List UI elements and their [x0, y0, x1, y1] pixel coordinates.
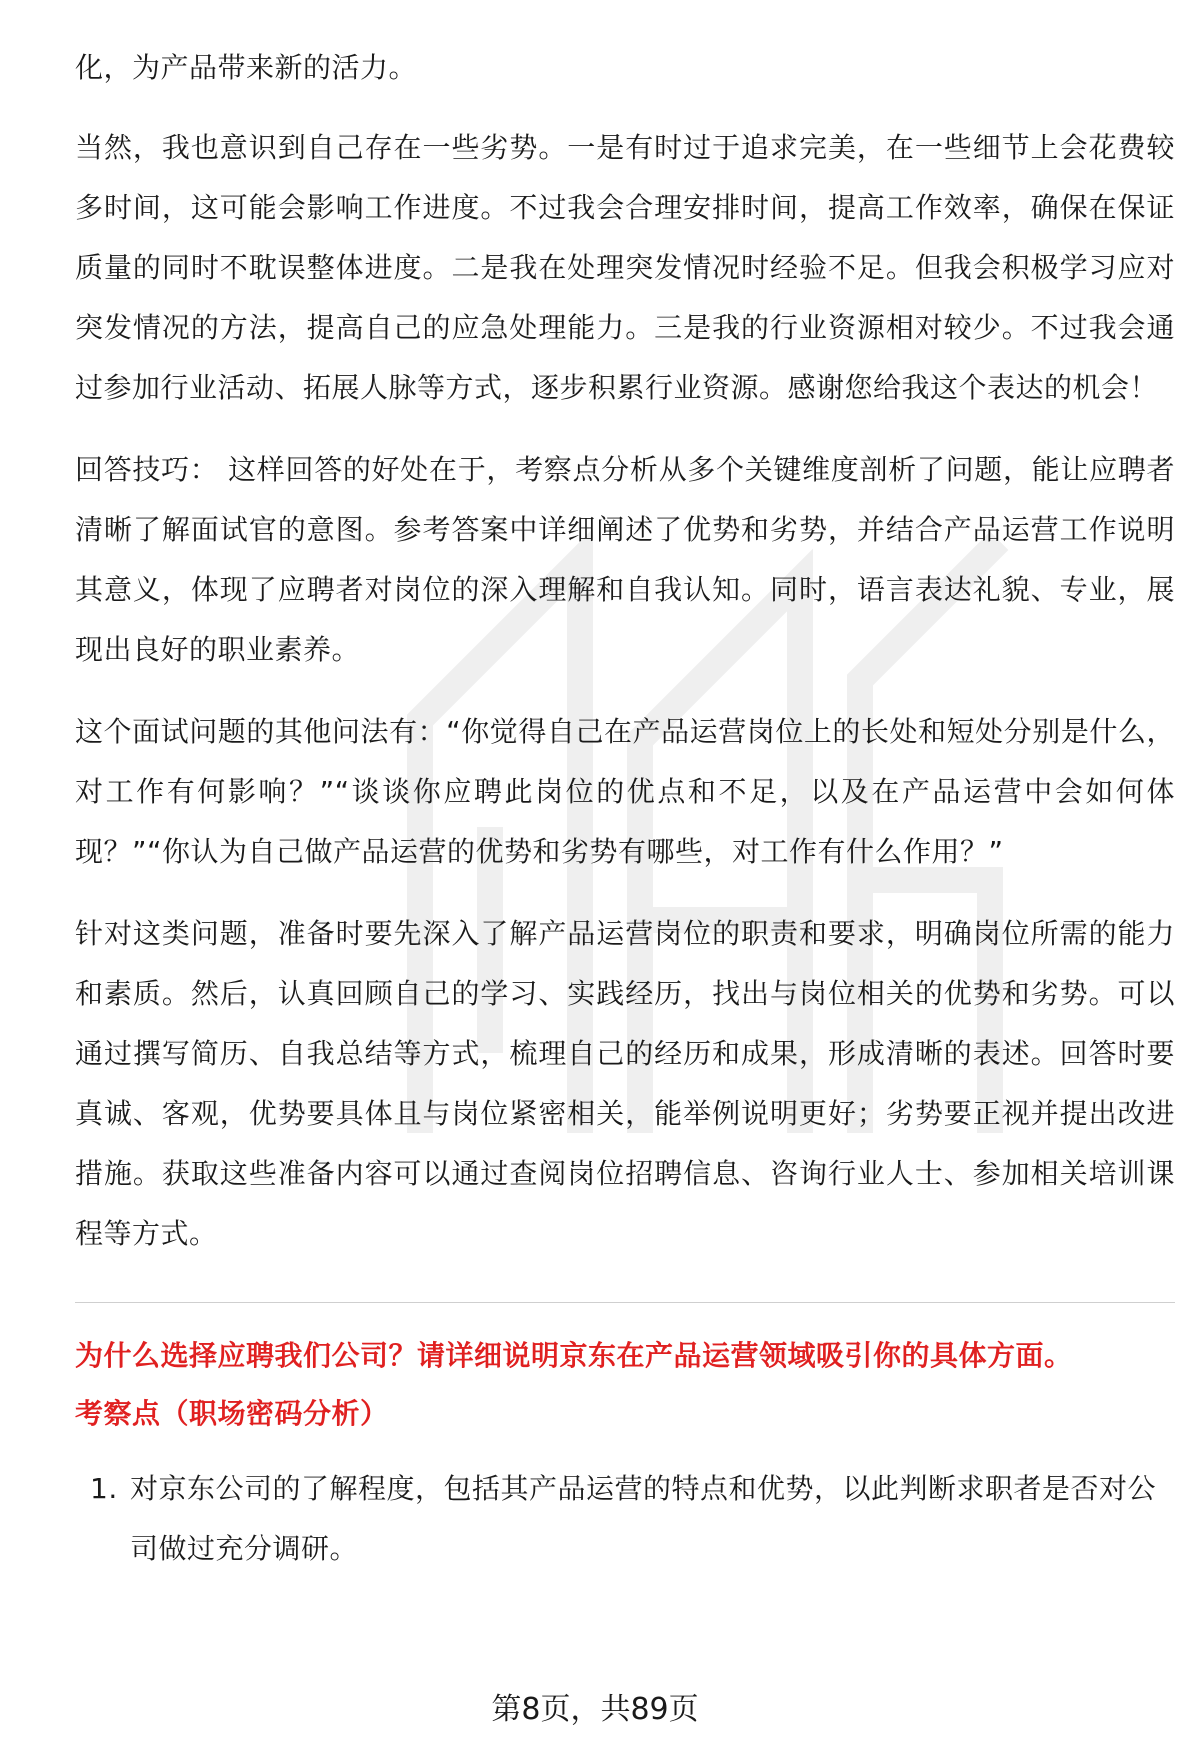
- paragraph-weaknesses: 当然，我也意识到自己存在一些劣势。一是有时过于追求完美，在一些细节上会花费较多时间，这可能会影响工作进度。不过我会合理安排时间，提高工作效率，确保在保证质量的同时不耽误整体进度。二是我在处理突发情况时经验不足。但我会积极学习应对突发情况的方法，提高自己的应急处理能力。三是我的行业资源相对较少。不过我会通过参加行业活动、拓展人脉等方式，逐步积累行业资源。感谢您给我这个表达的机会！: [75, 131, 1175, 404]
- paragraph-continuation: 化，为产品带来新的活力。: [75, 51, 418, 84]
- main-content: [75, 38, 1175, 1579]
- section-divider: [75, 1302, 1175, 1303]
- page-number-footer: 第8页，共89页: [491, 1692, 699, 1727]
- paragraph-preparation-advice: 针对这类问题，准备时要先深入了解产品运营岗位的职责和要求，明确岗位所需的能力和素质。然后，认真回顾自己的学习、实践经历，找出与岗位相关的优势和劣势。可以通过撰写简历、自我总结等方式，梳理自己的经历和成果，形成清晰的表述。回答时要真诚、客观，优势要具体且与岗位紧密相关，能举例说明更好；劣势要正视并提出改进措施。获取这些准备内容可以通过查阅岗位招聘信息、咨询行业人士、参加相关培训课程等方式。: [75, 917, 1175, 1250]
- paragraph-answer-tips: 回答技巧： 这样回答的好处在于，考察点分析从多个关键维度剖析了问题，能让应聘者清晰了解面试官的意图。参考答案中详细阐述了优势和劣势，并结合产品运营工作说明其意义，体现了应聘者对岗位的深入理解和自我认知。同时，语言表达礼貌、专业，展现出良好的职业素养。: [75, 453, 1175, 666]
- list-item-text: 对京东公司的了解程度，包括其产品运营的特点和优势，以此判断求职者是否对公司做过充分调研。: [130, 1472, 1157, 1565]
- list-item: [75, 1459, 1175, 1579]
- question-subheading: 考察点（职场密码分析）: [75, 1397, 389, 1430]
- list-item-number: 1.: [90, 1472, 118, 1505]
- question-title: 为什么选择应聘我们公司？请详细说明京东在产品运营领域吸引你的具体方面。: [75, 1339, 1073, 1372]
- paragraph-alternative-questions: 这个面试问题的其他问法有：“你觉得自己在产品运营岗位上的长处和短处分别是什么，对工作有何影响？”“谈谈你应聘此岗位的优点和不足，以及在产品运营中会如何体现？”“你认为自己做产品运营的优势和劣势有哪些，对工作有什么作用？”: [75, 715, 1175, 868]
- assessment-points-list: [75, 1459, 1175, 1579]
